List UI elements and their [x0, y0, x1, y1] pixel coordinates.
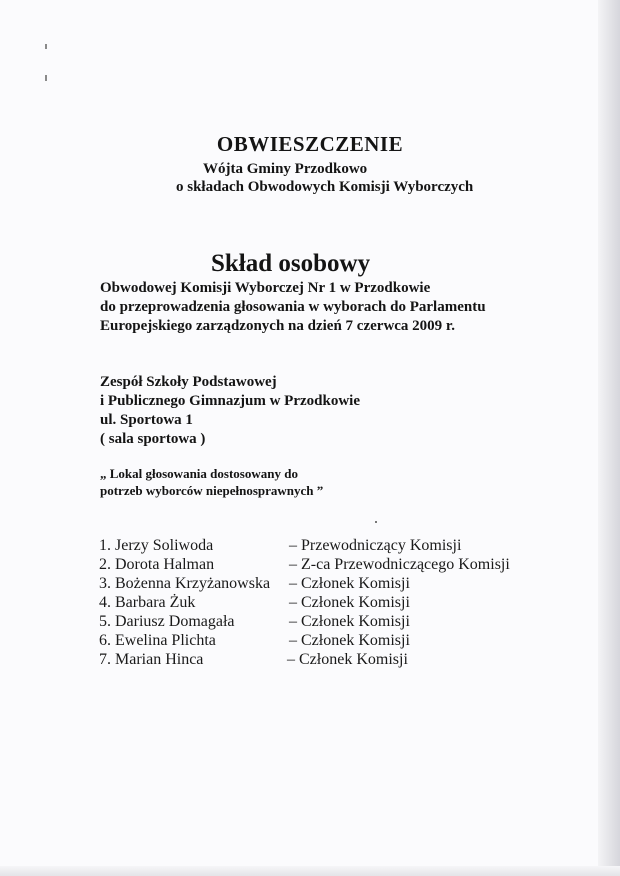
member-name: 2. Dorota Halman [99, 556, 215, 573]
punch-hole-mark [45, 75, 47, 81]
member-name: 6. Ewelina Plichta [99, 632, 216, 649]
member-name: 4. Barbara Żuk [99, 594, 196, 611]
location-line1: Zespół Szkoły Podstawowej [100, 374, 277, 390]
scan-speck [375, 521, 377, 523]
member-row [99, 555, 539, 574]
section-line3: Europejskiego zarządzonych na dzień 7 czerwca 2009 r. [100, 318, 455, 334]
member-row [99, 631, 539, 650]
member-name: 1. Jerzy Soliwoda [99, 537, 214, 554]
member-role: – Przewodniczący Komisji [289, 537, 462, 554]
document-title: OBWIESZCZENIE [216, 132, 404, 156]
page-bottom-shadow [0, 866, 620, 876]
location-line3: ul. Sportowa 1 [100, 412, 193, 428]
member-role: – Członek Komisji [289, 575, 410, 592]
member-row [99, 536, 539, 555]
member-role: – Członek Komisji [287, 651, 408, 668]
location-line4: ( sala sportowa ) [100, 431, 206, 447]
punch-hole-mark [45, 44, 47, 49]
member-role: – Członek Komisji [289, 632, 410, 649]
member-name: 3. Bożenna Krzyżanowska [99, 575, 271, 592]
member-row [99, 593, 539, 612]
member-row [99, 574, 539, 593]
document-subtitle-line1: Wójta Gminy Przodkowo [203, 161, 368, 177]
document-subtitle-line2: o składach Obwodowych Komisji Wyborczych [176, 179, 474, 195]
member-row [99, 650, 539, 669]
member-row [99, 612, 539, 631]
member-role: – Członek Komisji [289, 613, 410, 630]
section-title: Skład osobowy [211, 250, 371, 277]
section-line2: do przeprowadzenia głosowania w wyborach do Parlamentu [100, 299, 486, 315]
member-name: 7. Marian Hinca [99, 651, 204, 668]
location-line2: i Publicznego Gimnazjum w Przodkowie [100, 393, 360, 409]
member-name: 5. Dariusz Domagała [99, 613, 235, 630]
section-line1: Obwodowej Komisji Wyborczej Nr 1 w Przodkowie [100, 280, 431, 296]
committee-members-list [99, 536, 539, 669]
member-role: – Członek Komisji [289, 594, 410, 611]
member-role: – Z-ca Przewodniczącego Komisji [289, 556, 510, 573]
accessibility-note-line2: potrzeb wyborców niepełnosprawnych ” [100, 483, 324, 498]
accessibility-note-line1: „ Lokal głosowania dostosowany do [100, 466, 298, 481]
